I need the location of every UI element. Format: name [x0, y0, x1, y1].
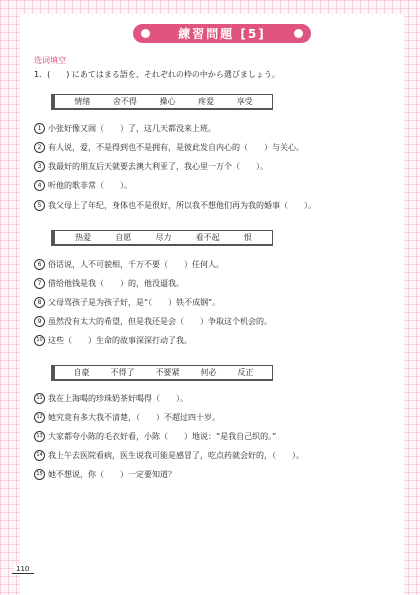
section-label: 选词填空 — [34, 56, 66, 65]
question — [34, 316, 272, 327]
question — [34, 431, 276, 442]
word-bank-1 — [51, 94, 273, 110]
word-bank-item: 享受 — [236, 97, 253, 106]
question — [34, 297, 220, 308]
word-bank-item: 不得了 — [110, 368, 135, 377]
banner-dot-icon — [294, 29, 303, 38]
question-number: 15 — [34, 469, 45, 480]
word-bank-item: 热爱 — [75, 233, 92, 242]
word-bank-item: 反正 — [237, 368, 254, 377]
question-text: 我父母上了年纪，身体也不是很好，所以我不想他们再为我的婚事（ ）。 — [48, 201, 316, 210]
question-number: 2 — [34, 142, 45, 153]
question-text: 大家都夸小陈的毛衣好看，小陈（ ）地说：“是我自己织的。” — [48, 432, 277, 441]
question-number: 9 — [34, 316, 45, 327]
question-number: 13 — [34, 431, 45, 442]
question-number: 1 — [34, 123, 45, 134]
question-text: 父母骂孩子是为孩子好，是“（ ）铁不成钢”。 — [48, 298, 221, 307]
question-text: 俗话说，人不可貌相，千万不要（ ）任何人。 — [48, 260, 224, 269]
page-number: 110 — [16, 565, 30, 573]
question-number: 12 — [34, 412, 45, 423]
question-text: 借给他钱是我（ ）的，他没逼我。 — [48, 279, 184, 288]
word-bank-3 — [51, 365, 273, 381]
question-number: 5 — [34, 200, 45, 211]
question — [34, 469, 176, 480]
word-bank-item: 自豪 — [73, 368, 90, 377]
word-bank-item: 自愿 — [115, 233, 132, 242]
word-bank-item: 尽力 — [155, 233, 172, 242]
question-text: 有人说，爱，不是得到也不是拥有，是彼此发自内心的（ ）与关心。 — [48, 143, 304, 152]
question-number: 14 — [34, 450, 45, 461]
question-number: 6 — [34, 259, 45, 270]
question-text: 我在上海喝的珍珠奶茶好喝得（ ）。 — [48, 394, 188, 403]
question-text: 她不想说，你（ ）一定要知道？ — [48, 470, 176, 479]
question-text: 听他的歌非常（ ）。 — [48, 181, 132, 190]
question-number: 11 — [34, 393, 45, 404]
question-text: 我上午去医院看病，医生说我可能是感冒了，吃点药就会好的，（ ）。 — [48, 451, 304, 460]
question — [34, 335, 192, 346]
question-text: 她究竟有多大我不清楚，（ ）不超过四十岁。 — [48, 413, 220, 422]
question — [34, 161, 268, 172]
word-bank-2 — [51, 230, 273, 246]
question-number: 8 — [34, 297, 45, 308]
question — [34, 412, 220, 423]
question-text: 小张好像又闹（ ）了，这几天都没来上班。 — [48, 124, 216, 133]
word-bank-item: 疼爱 — [198, 97, 215, 106]
question-text: 我最好的朋友后天就要去澳大利亚了，我心里一万个（ ）。 — [48, 162, 268, 171]
word-bank-item: 操心 — [159, 97, 176, 106]
question — [34, 393, 188, 404]
exercise-banner — [133, 24, 311, 43]
word-bank-item: 情绪 — [74, 97, 91, 106]
question — [34, 142, 304, 153]
question-number: 4 — [34, 180, 45, 191]
word-bank-item: 舍不得 — [112, 97, 137, 106]
instruction: 1．( ) にあてはまる語を、それぞれの枠の中から選びましょう。 — [34, 70, 280, 79]
question — [34, 259, 224, 270]
question-number: 10 — [34, 335, 45, 346]
banner-title: 練習問題 [5] — [178, 27, 266, 41]
word-bank-item: 不要紧 — [155, 368, 180, 377]
question — [34, 450, 304, 461]
question — [34, 278, 184, 289]
worksheet-page — [20, 14, 404, 595]
banner-dot-icon — [141, 29, 150, 38]
word-bank-item: 恨 — [243, 233, 252, 242]
question-number: 7 — [34, 278, 45, 289]
page-number-rule — [12, 573, 34, 574]
question-text: 这些（ ）生命的故事深深打动了我。 — [48, 336, 192, 345]
question — [34, 200, 316, 211]
question-text: 虽然没有太大的希望，但是我还是会（ ）争取这个机会的。 — [48, 317, 272, 326]
word-bank-item: 何必 — [200, 368, 217, 377]
question-number: 3 — [34, 161, 45, 172]
word-bank-item: 看不起 — [195, 233, 220, 242]
question — [34, 180, 132, 191]
question — [34, 123, 216, 134]
